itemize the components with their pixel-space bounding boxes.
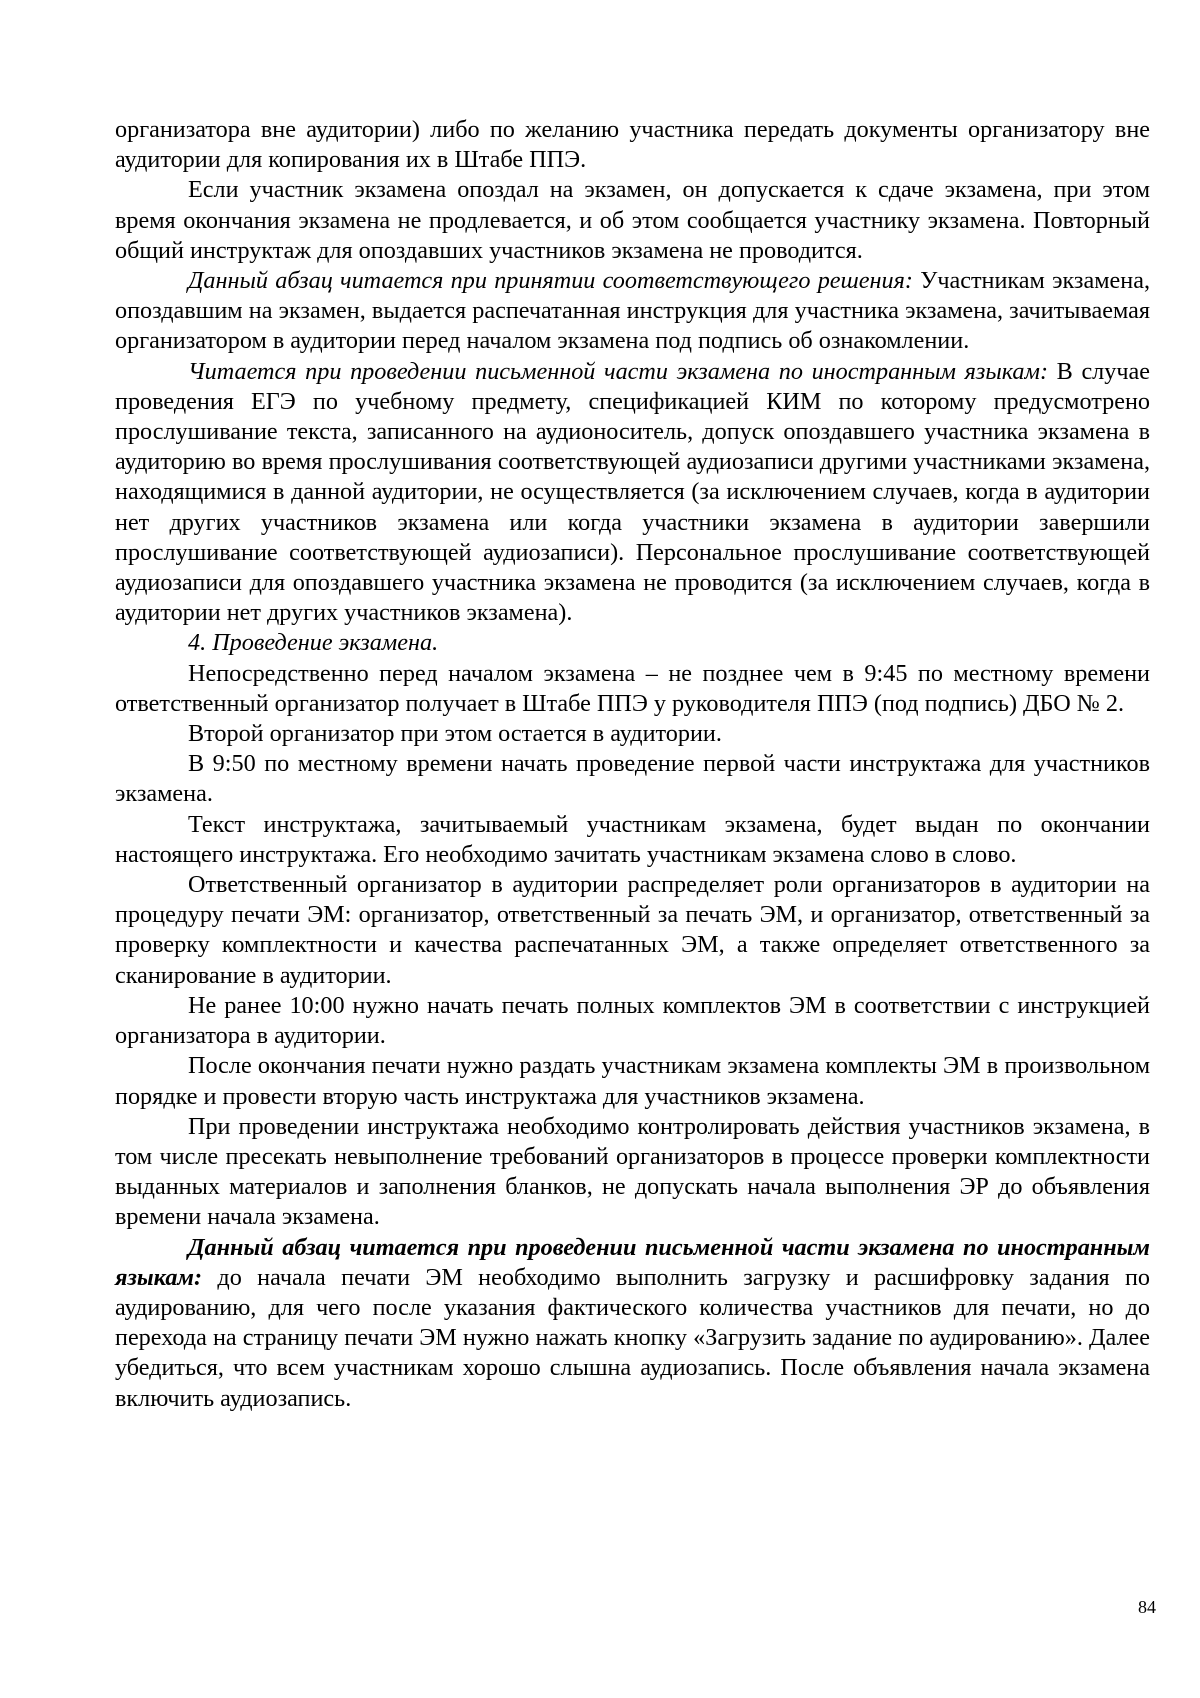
paragraph: Ответственный организатор в аудитории распределяет роли организаторов в аудитории на процедуру печати ЭМ: организатор, ответственный за печать ЭМ, и организатор, ответственный за проверку комплектности и качества распечатанных ЭМ, а также определяет ответственного за сканирование в аудитории. (115, 871, 1150, 989)
paragraph-text: В случае проведения ЕГЭ по учебному предмету, спецификацией КИМ по которому предусмотрено прослушивание текста, записанного на аудионоситель, допуск опоздавшего участника экзамена в аудиторию во время прослушивания соответствующей аудиозаписи другими участниками экзамена, находящимися в данной аудитории, не осуществляется (за исключением случаев, когда в аудитории нет других участников экзамена или когда участники экзамена в аудитории завершили прослушивание соответствующей аудиозаписи). Персональное прослушивание соответствующей аудиозаписи для опоздавшего участника экзамена не проводится (за исключением случаев, когда в аудитории нет других участников экзамена). (115, 357, 1150, 627)
paragraph-lead: Читается при проведении письменной части экзамена по иностранным языкам: (188, 357, 1048, 385)
paragraph (115, 357, 1150, 629)
paragraph (115, 266, 1150, 357)
section-heading-text: 4. Проведение экзамена. (188, 629, 439, 657)
paragraph: В 9:50 по местному времени начать проведение первой части инструктажа для участников экзамена. (115, 750, 1150, 808)
paragraph-text: Участникам экзамена, опоздавшим на экзамен, выдается распечатанная инструкция для участника экзамена, зачитываемая организатором в аудитории перед началом экзамена под подпись об ознакомлении. (115, 267, 1150, 355)
page-number: 84 (1138, 1597, 1156, 1617)
paragraph-lead: Данный абзац читается при проведении письменной части экзамена по иностранным языкам: (115, 1233, 1150, 1291)
paragraph: организатора вне аудитории) либо по желанию участника передать документы организатору вне аудитории для копирования их в Штабе ППЭ. (115, 116, 1150, 174)
paragraph: Не ранее 10:00 нужно начать печать полных комплектов ЭМ в соответствии с инструкцией организатора в аудитории. (115, 991, 1150, 1050)
paragraph: Непосредственно перед началом экзамена – не позднее чем в 9:45 по местному времени ответственный организатор получает в Штабе ППЭ у руководителя ППЭ (под подпись) ДБО № 2. (115, 659, 1150, 717)
paragraph-lead: Данный абзац читается при принятии соответствующего решения: (188, 267, 913, 295)
page-body (115, 115, 1150, 1414)
paragraph (115, 1233, 1150, 1414)
paragraph: Текст инструктажа, зачитываемый участникам экзамена, будет выдан по окончании настоящего инструктажа. Его необходимо зачитать участникам экзамена слово в слово. (115, 810, 1150, 868)
paragraph: Если участник экзамена опоздал на экзамен, он допускается к сдаче экзамена, при этом время окончания экзамена не продлевается, и об этом сообщается участнику экзамена. Повторный общий инструктаж для опоздавших участников экзамена не проводится. (115, 176, 1150, 264)
paragraph: Второй организатор при этом остается в аудитории. (188, 720, 722, 748)
paragraph: При проведении инструктажа необходимо контролировать действия участников экзамена, в том числе пресекать невыполнение требований организаторов в процессе проверки комплектности выданных материалов и заполнения бланков, не допускать начала выполнения ЭР до объявления времени начала экзамена. (115, 1112, 1150, 1231)
paragraph: После окончания печати нужно раздать участникам экзамена комплекты ЭМ в произвольном порядке и провести вторую часть инструктажа для участников экзамена. (115, 1052, 1150, 1110)
paragraph-text: до начала печати ЭМ необходимо выполнить загрузку и расшифровку задания по аудированию, для чего после указания фактического количества участников для печати, но до перехода на страницу печати ЭМ нужно нажать кнопку «Загрузить задание по аудированию». Далее убедиться, что всем участникам хорошо слышна аудиозапись. После объявления начала экзамена включить аудиозапись. (115, 1263, 1150, 1412)
section-heading (115, 628, 1150, 658)
